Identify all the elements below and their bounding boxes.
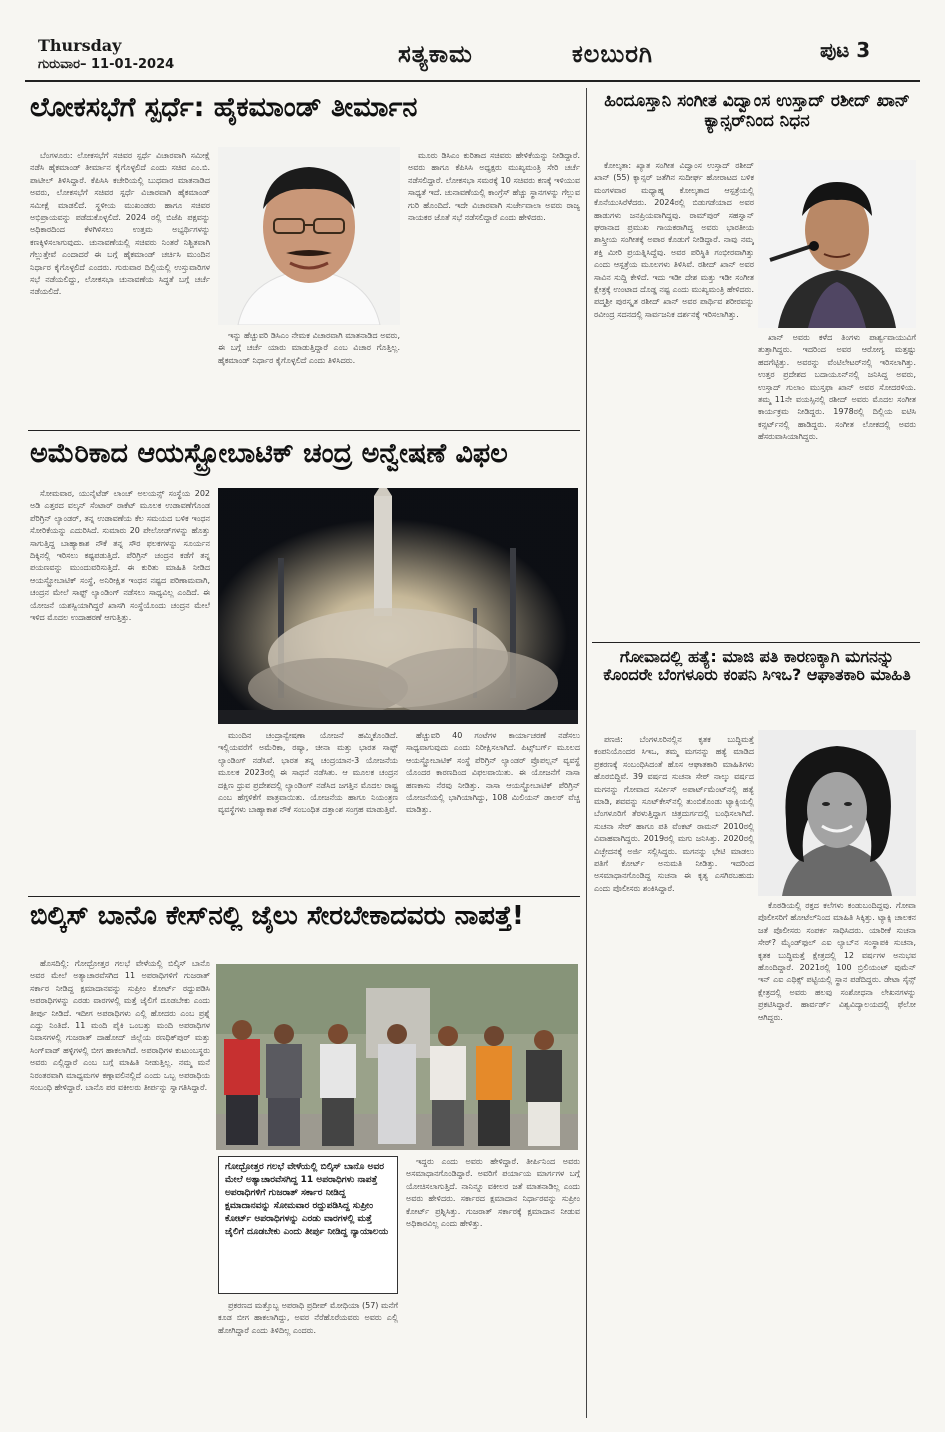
masthead-city: ಕಲಬುರಗಿ [572, 40, 654, 68]
rocket-launch-photo [218, 488, 578, 724]
masthead-rule [25, 80, 920, 82]
masthead-date: ಗುರುವಾರ– 11-01-2024 [38, 57, 175, 72]
loksabha-body-text-2: ಇನ್ನು ಹೆಚ್ಚುವರಿ ಡಿಸಿಎಂ ನೇಮಕ ವಿಚಾರವಾಗಿ ಮಾತನಾಡಿದ ಅವರು, ಈ ಬಗ್ಗೆ ಚರ್ಚೆ ಯಾರು ಮಾಡುತ್ತಿದ್ದಾರೆ ಎಂಬ ವಿಚಾರ ಗೊತ್ತಿಲ್ಲ. ಹೈಕಮಾಂಡ್ ನಿರ್ಧಾರ ಕೈಗೊಳ್ಳಲಿದೆ ಎಂದು ತಿಳಿಸಿದರು. [218, 331, 400, 365]
politician-photo [218, 147, 400, 325]
masthead-page-number: ಪುಟ 3 [820, 38, 871, 62]
loksabha-body-col3 [408, 150, 580, 422]
masthead-paper-name: ಸತ್ಯಕಾಮ [398, 40, 473, 68]
moon-body-text-3: ಹೆಚ್ಚುವರಿ 40 ಗಂಟೆಗಳ ಕಾರ್ಯಾಚರಣೆ ನಡೆಸಲು ಸಾಧ್ಯವಾಗುವುದು ಎಂದು ನಿರೀಕ್ಷಿಸಲಾಗಿದೆ. ಪಿಟ್ಸ್‌ಬರ್ಗ್ ಮೂಲದ ಆಯಸ್ಟ್ರೋಬಾಟಿಕ್ ಸಂಸ್ಥೆ ಪೆರಿಗ್ರಿನ್ ಲ್ಯಾಂಡರ್ ಪ್ರೊಪಲ್ಷನ್ ವ್ಯವಸ್ಥೆ ಯೊಂದರ ಕಾರಣದಿಂದ ವಿಫಲವಾಯಿತು. ಈ ಯೋಜನೆಗೆ ನಾಸಾ ಹಣಕಾಸು ನೆರವು ನೀಡಿತ್ತು. ನಾಸಾ ಆಯಸ್ಟ್ರೋಬಾಟಿಕ್ ಪೆರಿಗ್ರಿನ್ ಯೋಜನೆಯಲ್ಲಿ ಭಾಗಿಯಾಗಿದ್ದು, 108 ಮಿಲಿಯನ್ ಡಾಲರ್ ವೆಚ್ಚ ಮಾಡಿತ್ತು. [406, 731, 580, 815]
section-rule-3 [592, 642, 920, 643]
bilkis-body-text: ಹೊಸದಿಲ್ಲಿ: ಗೋಧ್ರೋತ್ತರ ಗಲಭೆ ವೇಳೆಯಲ್ಲಿ ಬಿಲ್ಕಿಸ್ ಬಾನೊ ಅವರ ಮೇಲೆ ಅತ್ಯಾಚಾರವೆಸಗಿದ 11 ಅಪರಾಧಿಗಳಿಗೆ ಗುಜರಾತ್ ಸರ್ಕಾರ ನೀಡಿದ್ದ ಕ್ಷಮಾದಾನವನ್ನು ಸುಪ್ರೀಂ ಕೋರ್ಟ್ ರದ್ದುಪಡಿಸಿ ಅಪರಾಧಿಗಳನ್ನು ಎರಡು ವಾರಗಳಲ್ಲಿ ಮತ್ತೆ ಜೈಲಿಗೆ ದೂಡಬೇಕು ಎಂದು ತೀರ್ಪು ನೀಡಿದೆ. ಇದೀಗ ಅಪರಾಧಿಗಳು ಎಲ್ಲಿ ಹೋದರು ಎಂಬ ಪ್ರಶ್ನೆ ಎದ್ದು ನಿಂತಿದೆ. 11 ಮಂದಿ ಪೈಕಿ ಒಂಬತ್ತು ಮಂದಿ ಅಪರಾಧಿಗಳ ನಿವಾಸಗಳಲ್ಲಿ ಗುಜರಾತ್ ದಾಹೋದ್ ಜಿಲ್ಲೆಯ ರಣಧಿಕ್‌ಪುರ್ ಮತ್ತು ಸಿಂಗ್‌ವಾಡ್ ಹಳ್ಳಿಗಳಲ್ಲಿ ಬೀಗ ಹಾಕಲಾಗಿದೆ. ಅಪರಾಧಿಗಳ ಕುಟುಂಬಸ್ಥರು ಅವರು ಎಲ್ಲಿದ್ದಾರೆ ಎಂಬ ಬಗ್ಗೆ ಮಾಹಿತಿ ನೀಡುತ್ತಿಲ್ಲ. ನಮ್ಮ ಮನೆ ನಿರಂತರವಾಗಿ ಮಾಧ್ಯಮಗಳ ಕಣ್ಗಾವಲಿನಲ್ಲಿದೆ ಎಂದು ಒಬ್ಬ ಅಪರಾಧಿಯ ಸಂಬಂಧಿ ಹೇಳಿದ್ದಾರೆ. ಬಾನೊ ಪರ ವಕೀಲರು ತೀರ್ಪನ್ನು ಸ್ವಾಗತಿಸಿದ್ದಾರೆ. [30, 959, 210, 1092]
loksabha-body-text-3: ಮೂರು ಡಿಸಿಎಂ ಕುರಿತಾದ ಸಚಿವರು ಹೇಳಿಕೆಯನ್ನು ನೀಡಿದ್ದಾರೆ. ಅವರು ಹಾಗೂ ಕೆಪಿಸಿಸಿ ಅಧ್ಯಕ್ಷರು ಮುಖ್ಯಮಂತ್ರಿ ಸೇರಿ ಚರ್ಚೆ ನಡೆಸಲಿದ್ದಾರೆ. ಲೋಕಸಭಾ ಸಮರಕ್ಕೆ 10 ಸಚಿವರು ಕಣಕ್ಕೆ ಇಳಿಯುವ ಸಾಧ್ಯತೆ ಇದೆ. ಚುನಾವಣೆಯಲ್ಲಿ ಕಾಂಗ್ರೆಸ್ ಹೆಚ್ಚು ಸ್ಥಾನಗಳನ್ನು ಗೆಲ್ಲುವ ಗುರಿ ಹೊಂದಿದೆ. ಇದೇ ವಿಚಾರವಾಗಿ ಸುರ್ಜೇವಾಲಾ ಅವರು ರಾಜ್ಯ ನಾಯಕರ ಜೊತೆ ಸಭೆ ನಡೆಸಲಿದ್ದಾರೆ ಎಂದು ಹೇಳಿದರು. [408, 151, 580, 222]
section-rule-2 [28, 896, 580, 897]
hindustani-body-text: ಕೋಲ್ಕತಾ: ಖ್ಯಾತ ಸಂಗೀತ ವಿದ್ವಾಂಸ ಉಸ್ತಾದ್ ರಶೀದ್ ಖಾನ್ (55) ಕ್ಯಾನ್ಸರ್ ಜತೆಗಿನ ಸುದೀರ್ಘ ಹೋರಾಟದ ಬಳಿಕ ಮಂಗಳವಾರ ಮಧ್ಯಾಹ್ನ ಕೋಲ್ಕತಾದ ಆಸ್ಪತ್ರೆಯಲ್ಲಿ ಕೊನೆಯುಸಿರೆಳೆದರು. 2024ರಲ್ಲಿ ಬಿಡುಗಡೆಯಾದ ಅವರ ಹಾಡುಗಳು ಜನಪ್ರಿಯವಾಗಿದ್ದವು. ರಾಮ್‌ಪುರ್ ಸಹಸ್ವಾನ್ ಘರಾನಾದ ಪ್ರಮುಖ ಗಾಯಕರಾಗಿದ್ದ ಅವರು ಭಾರತೀಯ ಶಾಸ್ತ್ರೀಯ ಸಂಗೀತಕ್ಕೆ ಅಪಾರ ಕೊಡುಗೆ ನೀಡಿದ್ದಾರೆ. ನಾವು ನಮ್ಮ ಶಕ್ತಿ ಮೀರಿ ಪ್ರಯತ್ನಿಸಿದ್ದೆವು. ಅವರ ಪರಿಸ್ಥಿತಿ ಗಂಭೀರವಾಗಿತ್ತು ಎಂದು ಆಸ್ಪತ್ರೆಯ ಮೂಲಗಳು ತಿಳಿಸಿವೆ. ರಶೀದ್ ಖಾನ್ ಅವರ ಸಾವಿನ ಸುದ್ದಿ ಕೇಳಿದೆ. ಇದು ಇಡೀ ದೇಶ ಮತ್ತು ಇಡೀ ಸಂಗೀತ ಕ್ಷೇತ್ರಕ್ಕೆ ಉಂಟಾದ ದೊಡ್ಡ ನಷ್ಟ ಎಂದು ಮುಖ್ಯಮಂತ್ರಿ ಹೇಳಿದರು. ಪದ್ಮಶ್ರೀ ಪುರಸ್ಕೃತ ರಶೀದ್ ಖಾನ್ ಅವರ ಪಾರ್ಥಿವ ಶರೀರವನ್ನು ರವೀಂದ್ರ ಸದನದಲ್ಲಿ ಸಾರ್ವಜನಿಕ ದರ್ಶನಕ್ಕೆ ಇರಿಸಲಾಗಿತ್ತು. [594, 161, 754, 319]
bilkis-body-col1 [30, 958, 210, 1418]
goa-body-text-2: ಕೊಠಡಿಯಲ್ಲಿ ರಕ್ತದ ಕಲೆಗಳು ಕಂಡುಬಂದಿದ್ದವು. ಗೋವಾ ಪೊಲೀಸರಿಗೆ ಹೋಟೆಲ್‌ನಿಂದ ಮಾಹಿತಿ ಸಿಕ್ಕಿತ್ತು. ಟ್ಯಾಕ್ಸಿ ಚಾಲಕನ ಜತೆ ಪೊಲೀಸರು ಸಂಪರ್ಕ ಸಾಧಿಸಿದರು. ಯಾರೀಕೆ ಸುಚನಾ ಸೇಠ್? ಮೈಂಡ್‌ಫುಲ್ ಎಐ ಲ್ಯಾಬ್‌ನ ಸಂಸ್ಥಾಪಕಿ ಸುಚನಾ, ಕೃತಕ ಬುದ್ಧಿಮತ್ತೆ ಕ್ಷೇತ್ರದಲ್ಲಿ 12 ವರ್ಷಗಳ ಅನುಭವ ಹೊಂದಿದ್ದಾರೆ. 2021ರಲ್ಲಿ 100 ಬ್ರಿಲಿಯಂಟ್ ವುಮೆನ್ ಇನ್ ಎಐ ಎಥಿಕ್ಸ್ ಪಟ್ಟಿಯಲ್ಲಿ ಸ್ಥಾನ ಪಡೆದಿದ್ದರು. ಡೇಟಾ ಸೈನ್ಸ್ ಕ್ಷೇತ್ರದಲ್ಲಿ ಅವರು ಹಲವು ಸಂಶೋಧನಾ ಲೇಖನಗಳನ್ನು ಪ್ರಕಟಿಸಿದ್ದಾರೆ. ಹಾರ್ವರ್ಡ್ ವಿಶ್ವವಿದ್ಯಾಲಯದಲ್ಲಿ ಫೆಲೋ ಆಗಿದ್ದರು. [758, 901, 916, 1022]
column-divider [586, 88, 587, 1418]
musician-photo [758, 160, 916, 328]
moon-body-text: ಸೋಮವಾರ, ಯುನೈಟೆಡ್ ಲಾಂಚ್ ಅಲಯನ್ಸ್ ಸಂಸ್ಥೆಯ 202 ಅಡಿ ಎತ್ತರದ ವಲ್ಕನ್ ಸೆಂಟಾರ್ ರಾಕೆಟ್ ಮೂಲಕ ಉಡಾವಣೆಗೊಂಡ ಪೆರಿಗ್ರಿನ್ ಲ್ಯಾಂಡರ್, ತನ್ನ ಉಡಾವಣೆಯ ಕೆಲ ಸಮಯದ ಬಳಿಕ ಇಂಧನ ಸೋರಿಕೆಯನ್ನು ಎದುರಿಸಿದೆ. ಸುಮಾರು 20 ಪೇಲೋಡ್‌ಗಳನ್ನು ಹೊತ್ತು ಸಾಗುತ್ತಿದ್ದ ಬಾಹ್ಯಾಕಾಶ ನೌಕೆ ತನ್ನ ಸೌರ ಫಲಕಗಳನ್ನು ಸೂರ್ಯನ ದಿಕ್ಕಿನಲ್ಲಿ ಇರಿಸಲು ಕಷ್ಟಪಡುತ್ತಿದೆ. ಪೆರಿಗ್ರಿನ್ ಚಂದ್ರನ ಕಡೆಗೆ ತನ್ನ ಪಯಣವನ್ನು ಮುಂದುವರಿಸುತ್ತಿದೆ. ಈ ಕುರಿತು ಮಾಹಿತಿ ನೀಡಿದ ಆಯಸ್ಟ್ರೋಬಾಟಿಕ್ ಸಂಸ್ಥೆ, ಅನಿರೀಕ್ಷಿತ ಇಂಧನ ನಷ್ಟದ ಪರಿಣಾಮವಾಗಿ, ಚಂದ್ರನ ಮೇಲೆ ಸಾಫ್ಟ್ ಲ್ಯಾಂಡಿಂಗ್ ನಡೆಸಲು ಸಾಧ್ಯವಿಲ್ಲ ಎಂದಿದೆ. ಈ ಯೋಜನೆ ಯಶಸ್ವಿಯಾಗಿದ್ದರೆ ಖಾಸಗಿ ಸಂಸ್ಥೆಯೊಂದು ಚಂದ್ರನ ಮೇಲೆ ಇಳಿದ ಮೊದಲ ಉದಾಹರಣೆ ಆಗುತ್ತಿತ್ತು. [30, 489, 210, 622]
moon-body-col2 [218, 730, 398, 888]
moon-headline: ಅಮೆರಿಕಾದ ಆಯಸ್ಟ್ರೋಬಾಟಿಕ್ ಚಂದ್ರ ಅನ್ವೇಷಣೆ ವಿಫಲ [30, 438, 508, 469]
ceo-photo [758, 730, 916, 896]
section-rule [28, 430, 580, 431]
hindustani-body-col2 [758, 332, 916, 636]
loksabha-body-col1 [30, 150, 210, 422]
goa-body-col1 [594, 734, 754, 1418]
goa-body-text: ಪಣಜಿ: ಬೆಂಗಳೂರಿನಲ್ಲಿನ ಕೃತಕ ಬುದ್ಧಿಮತ್ತೆ ಕಂಪನಿಯೊಂದರ ಸಿಇಒ, ತಮ್ಮ ಮಗನನ್ನು ಹತ್ಯೆ ಮಾಡಿದ ಪ್ರಕರಣಕ್ಕೆ ಸಂಬಂಧಿಸಿದಂತೆ ಹೊಸ ಆಘಾತಕಾರಿ ಮಾಹಿತಿಗಳು ಹೊರಬಿದ್ದಿವೆ. 39 ವರ್ಷದ ಸುಚನಾ ಸೇಠ್ ನಾಲ್ಕು ವರ್ಷದ ಮಗನನ್ನು ಗೋವಾದ ಸರ್ವೀಸ್ ಅಪಾರ್ಟ್‌ಮೆಂಟ್‌ನಲ್ಲಿ ಹತ್ಯೆ ಮಾಡಿ, ಶವವನ್ನು ಸೂಟ್‌ಕೇಸ್‌ನಲ್ಲಿ ತುಂಬಿಕೊಂಡು ಟ್ಯಾಕ್ಸಿಯಲ್ಲಿ ಬೆಂಗಳೂರಿಗೆ ತೆರಳುತ್ತಿದ್ದಾಗ ಚಿತ್ರದುರ್ಗದಲ್ಲಿ ಬಂಧಿಸಲಾಗಿದೆ. ಸುಚನಾ ಸೇಠ್ ಹಾಗೂ ಪತಿ ವೆಂಕಟ್ ರಾಮನ್ 2010ರಲ್ಲಿ ವಿವಾಹವಾಗಿದ್ದರು. 2019ರಲ್ಲಿ ಮಗು ಜನಿಸಿತ್ತು. 2020ರಲ್ಲಿ ವಿಚ್ಛೇದನಕ್ಕೆ ಅರ್ಜಿ ಸಲ್ಲಿಸಿದ್ದರು. ಮಗನನ್ನು ಭೇಟಿ ಮಾಡಲು ಪತಿಗೆ ಕೋರ್ಟ್ ಅನುಮತಿ ನೀಡಿತ್ತು. ಇದರಿಂದ ಅಸಮಾಧಾನಗೊಂಡಿದ್ದ ಸುಚನಾ ಈ ಕೃತ್ಯ ಎಸಗಿರಬಹುದು ಎಂದು ಪೊಲೀಸರು ಶಂಕಿಸಿದ್ದಾರೆ. [594, 735, 754, 893]
bilkis-photo-caption: ಗೋಧ್ರೋತ್ತರ ಗಲಭೆ ವೇಳೆಯಲ್ಲಿ ಬಿಲ್ಕಿಸ್ ಬಾನೊ ಅವರ ಮೇಲೆ ಅತ್ಯಾಚಾರವೆಸಗಿದ್ದ 11 ಅಪರಾಧಿಗಳು ನಾಪತ್ತೆ ಅಪರಾಧಿಗಳಿಗೆ ಗುಜರಾತ್ ಸರ್ಕಾರ ನೀಡಿದ್ದ ಕ್ಷಮಾದಾನವನ್ನು ಸೋಮವಾರ ರದ್ದುಪಡಿಸಿದ್ದ ಸುಪ್ರೀಂ ಕೋರ್ಟ್ ಅಪರಾಧಿಗಳನ್ನು ಎರಡು ವಾರಗಳಲ್ಲಿ ಮತ್ತೆ ಜೈಲಿಗೆ ದೂಡಬೇಕು ಎಂದು ತೀರ್ಪು ನೀಡಿದ್ದ ನ್ಯಾಯಾಲಯ [218, 1156, 398, 1294]
loksabha-body-text: ಬೆಂಗಳೂರು: ಲೋಕಸಭೆಗೆ ಸಚಿವರ ಸ್ಪರ್ಧೆ ವಿಚಾರವಾಗಿ ಸಮೀಕ್ಷೆ ನಡೆಸಿ ಹೈಕಮಾಂಡ್ ತೀರ್ಮಾನ ಕೈಗೊಳ್ಳಲಿದೆ ಎಂದು ಸಚಿವ ಎಂ.ಬಿ. ಪಾಟೀಲ್ ತಿಳಿಸಿದ್ದಾರೆ. ಕೆಪಿಸಿಸಿ ಕಚೇರಿಯಲ್ಲಿ ಬುಧವಾರ ಮಾತನಾಡಿದ ಅವರು, ಲೋಕಸಭೆಗೆ ಸಚಿವರ ಸ್ಪರ್ಧೆ ವಿಚಾರವಾಗಿ ಹೈಕಮಾಂಡ್ ಸಮೀಕ್ಷೆ ಮಾಡಲಿದೆ. ಸ್ಥಳೀಯ ಮುಖಂಡರು ಹಾಗೂ ಸಚಿವರ ಅಭಿಪ್ರಾಯವನ್ನು ಪಡೆದುಕೊಳ್ಳಲಿದೆ. 2024 ರಲ್ಲಿ ಬಿಜೆಪಿ ಪಕ್ಷವನ್ನು ಅಧಿಕಾರದಿಂದ ಕೆಳಗಿಳಿಸಲು ಉತ್ತಮ ಅಭ್ಯರ್ಥಿಗಳನ್ನು ಕಣಕ್ಕಿಳಿಸಲಾಗುವುದು. ಚುನಾವಣೆಯಲ್ಲಿ ಸಚಿವರು ನಿಂತರೆ ನಿಶ್ಚಿತವಾಗಿ ಗೆಲ್ಲುತ್ತೇವೆ ಎಂದಾದರೆ ಈ ಬಗ್ಗೆ ಹೈಕಮಾಂಡ್ ಚರ್ಚಿಸಿ ಮುಂದಿನ ನಿರ್ಧಾರ ಕೈಗೊಳ್ಳಲಿದೆ ಎಂದರು. ಗುರುವಾರ ದಿಲ್ಲಿಯಲ್ಲಿ ಉಸ್ತುವಾರಿಗಳ ಸಭೆ ನಡೆಯಲಿದ್ದು, ಲೋಕಸಭಾ ಚುನಾವಣೆಯ ಸಿದ್ಧತೆ ಬಗ್ಗೆ ಚರ್ಚೆ ನಡೆಯಲಿದೆ. [30, 151, 210, 297]
loksabha-headline: ಲೋಕಸಭೆಗೆ ಸ್ಪರ್ಧೆ: ಹೈಕಮಾಂಡ್ ತೀರ್ಮಾನ [30, 92, 418, 123]
bilkis-headline: ಬಿಲ್ಕಿಸ್ ಬಾನೊ ಕೇಸ್‌ನಲ್ಲಿ ಜೈಲು ಸೇರಬೇಕಾದವರು ನಾಪತ್ತೆ! [30, 902, 524, 931]
loksabha-body-col2 [218, 330, 400, 422]
hindustani-body-col1 [594, 160, 754, 636]
bilkis-body-text-3: ಇದ್ದರು ಎಂದು ಅವರು ಹೇಳಿದ್ದಾರೆ. ತೀರ್ಪಿನಿಂದ ಅವರು ಅಸಮಾಧಾನಗೊಂಡಿದ್ದಾರೆ. ಅವರಿಗೆ ಪರ್ಯಾಯ ಮಾರ್ಗಗಳ ಬಗ್ಗೆ ಯೋಚಿಸಲಾಗುತ್ತಿದೆ. ನಾನಿನ್ನೂ ವಕೀಲರ ಜತೆ ಮಾತನಾಡಿಲ್ಲ ಎಂದು ಅವರು ಹೇಳಿದರು. ಸರ್ಕಾರದ ಕ್ಷಮಾದಾನ ನಿರ್ಧಾರವನ್ನು ಸುಪ್ರೀಂ ಕೋರ್ಟ್ ಪ್ರಶ್ನಿಸಿತ್ತು. ಗುಜರಾತ್ ಸರ್ಕಾರಕ್ಕೆ ಕ್ಷಮಾದಾನ ನೀಡುವ ಅಧಿಕಾರವಿಲ್ಲ ಎಂದು ಹೇಳಿತ್ತು. [406, 1157, 580, 1228]
bilkis-body-text-2: ಪ್ರಕರಣದ ಮತ್ತೊಬ್ಬ ಅಪರಾಧಿ ಪ್ರದೀಪ್ ಮೋಧಿಯಾ (57) ಮನೆಗೆ ಕೂಡ ಬೀಗ ಹಾಕಲಾಗಿದ್ದು, ಅವರ ನೆರೆಹೊರೆಯವರು ಅವರು ಎಲ್ಲಿ ಹೋಗಿದ್ದಾರೆ ಎಂದು ತಿಳಿದಿಲ್ಲ ಎಂದರು. [218, 1301, 398, 1335]
goa-body-col2 [758, 900, 916, 1418]
moon-body-text-2: ಮುಂದಿನ ಚಂದ್ರಾನ್ವೇಷಣಾ ಯೋಜನೆ ಹಮ್ಮಿಕೊಂಡಿದೆ. ಇಲ್ಲಿಯವರೆಗೆ ಅಮೆರಿಕಾ, ರಷ್ಯಾ, ಚೀನಾ ಮತ್ತು ಭಾರತ ಸಾಫ್ಟ್ ಲ್ಯಾಂಡಿಂಗ್ ನಡೆಸಿವೆ. ಭಾರತ ತನ್ನ ಚಂದ್ರಯಾನ-3 ಯೋಜನೆಯ ಮೂಲಕ 2023ರಲ್ಲಿ ಈ ಸಾಧನೆ ನಡೆಸಿತು. ಆ ಮೂಲಕ ಚಂದ್ರನ ದಕ್ಷಿಣ ಧ್ರುವ ಪ್ರದೇಶದಲ್ಲಿ ಲ್ಯಾಂಡಿಂಗ್ ನಡೆಸಿದ ಜಗತ್ತಿನ ಮೊದಲ ರಾಷ್ಟ್ರ ಎಂಬ ಹೆಗ್ಗಳಿಕೆಗೆ ಪಾತ್ರವಾಯಿತು. ಯೋಜನೆಯ ಹಾಗೂ ನಿಯಂತ್ರಣ ವ್ಯವಸ್ಥೆಗಳು ಬಾಹ್ಯಾಕಾಶ ನೌಕೆ ಸಂಬಂಧಿತ ದತ್ತಾಂಶ ಸಂಗ್ರಹ ಮಾಡುತ್ತಿವೆ. [218, 731, 398, 815]
accused-group-photo [216, 964, 578, 1150]
masthead-day: Thursday [38, 36, 122, 55]
bilkis-body-col2 [218, 1300, 398, 1418]
hindustani-headline: ಹಿಂದೂಸ್ತಾನಿ ಸಂಗೀತ ವಿದ್ವಾಂಸ ಉಸ್ತಾದ್ ರಶೀದ್ ಖಾನ್ ಕ್ಯಾನ್ಸರ್‌ನಿಂದ ನಿಧನ [604, 92, 910, 131]
bilkis-body-col3 [406, 1156, 580, 1418]
goa-headline: ಗೋವಾದಲ್ಲಿ ಹತ್ಯೆ: ಮಾಜಿ ಪತಿ ಕಾರಣಕ್ಕಾಗಿ ಮಗನನ್ನು ಕೊಂದರೇ ಬೆಂಗಳೂರು ಕಂಪನಿ ಸಿಇಒ? ಆಘಾತಕಾರಿ ಮಾಹಿತಿ [603, 648, 911, 685]
hindustani-body-text-2: ಖಾನ್ ಅವರು ಕಳೆದ ತಿಂಗಳು ಪಾರ್ಶ್ವವಾಯುವಿಗೆ ತುತ್ತಾಗಿದ್ದರು. ಇದರಿಂದ ಅವರ ಆರೋಗ್ಯ ಮತ್ತಷ್ಟು ಹದಗೆಟ್ಟಿತ್ತು. ಅವರನ್ನು ವೆಂಟಿಲೇಟರ್‌ನಲ್ಲಿ ಇರಿಸಲಾಗಿತ್ತು. ಉತ್ತರ ಪ್ರದೇಶದ ಬದಾಯೂನ್‌ನಲ್ಲಿ ಜನಿಸಿದ್ದ ಅವರು, ಉಸ್ತಾದ್ ಗುಲಾಂ ಮುಸ್ತಫಾ ಖಾನ್ ಅವರ ಸೋದರಳಿಯ. ತಮ್ಮ 11ನೇ ವಯಸ್ಸಿನಲ್ಲಿ ರಶೀದ್ ಅವರು ಮೊದಲ ಸಂಗೀತ ಕಾರ್ಯಕ್ರಮ ನೀಡಿದ್ದರು. 1978ರಲ್ಲಿ ದಿಲ್ಲಿಯ ಐಟಿಸಿ ಕನ್ಸರ್ಟ್‌ನಲ್ಲಿ ಹಾಡಿದ್ದರು. ಸಂಗೀತ ಲೋಕದಲ್ಲಿ ಅವರು ಹೆಸರುವಾಸಿಯಾಗಿದ್ದರು. [758, 333, 916, 442]
moon-body-col3 [406, 730, 580, 888]
moon-body-col1 [30, 488, 210, 888]
